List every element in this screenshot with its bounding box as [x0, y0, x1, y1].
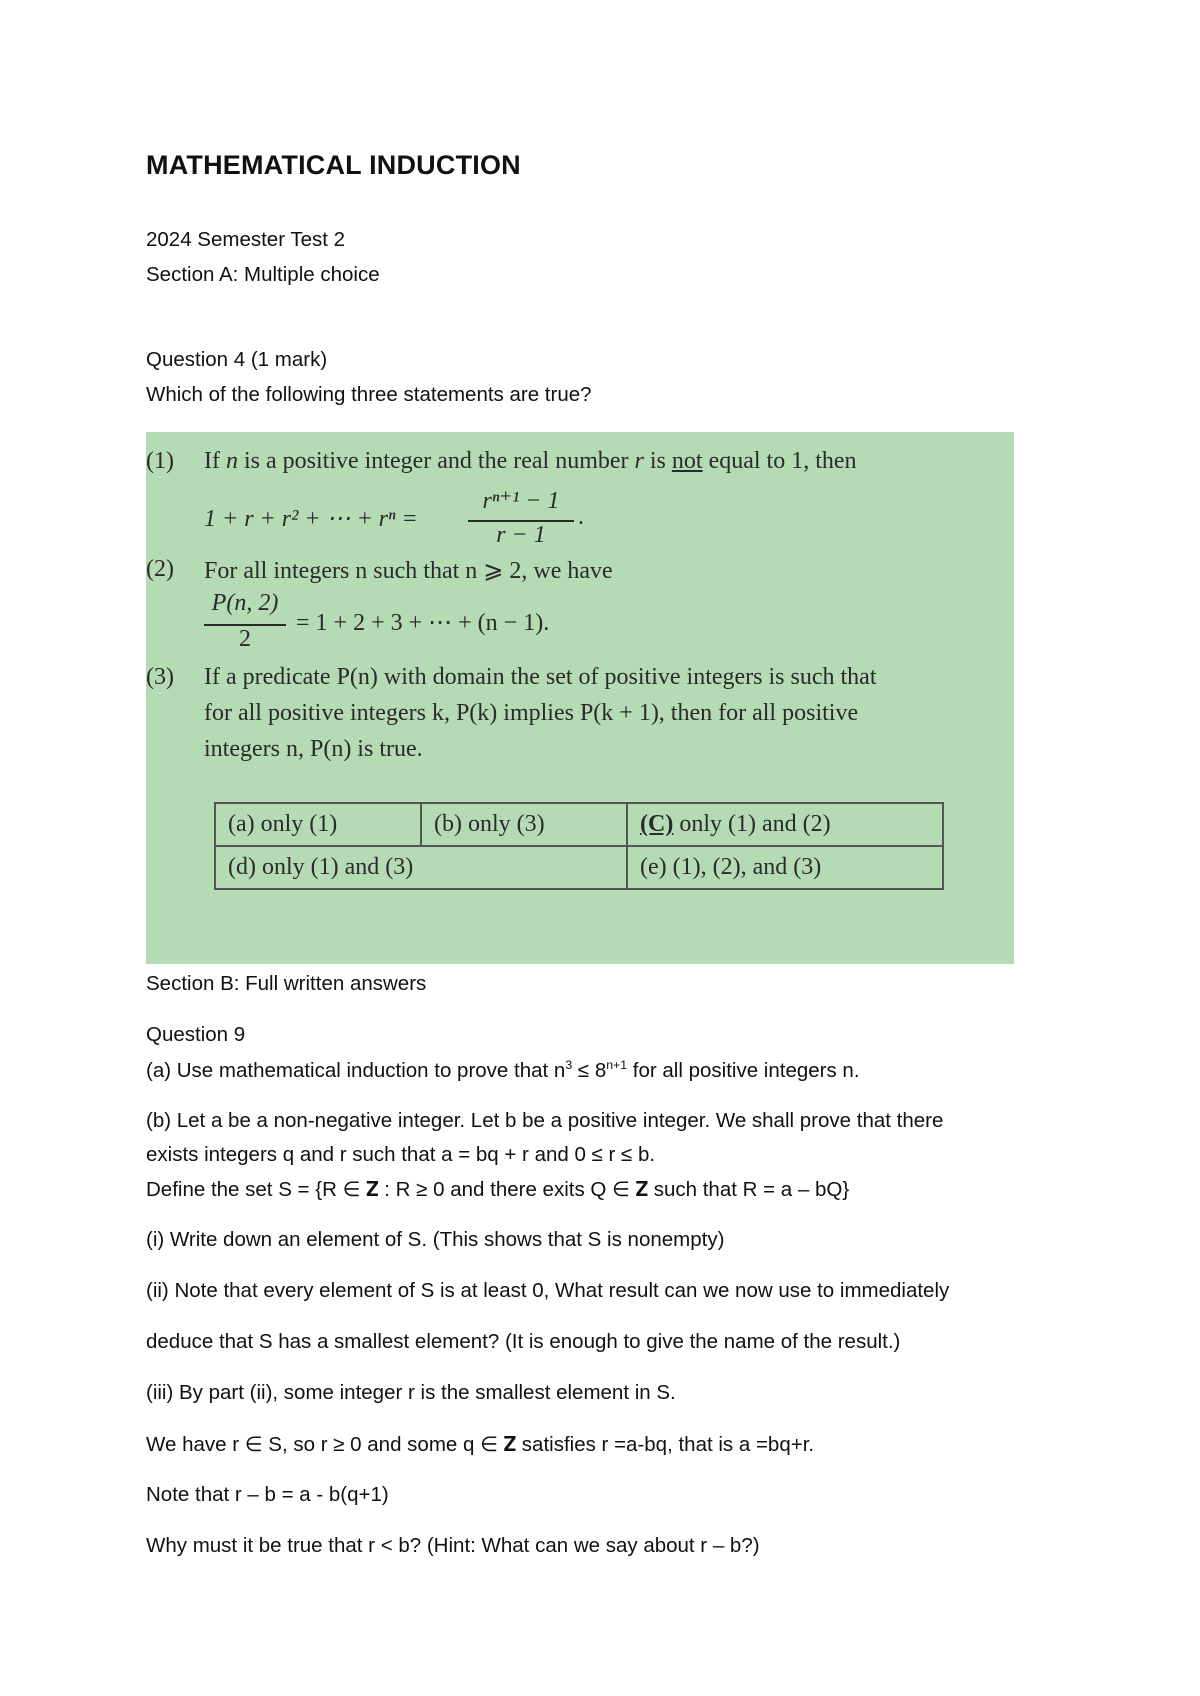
question-9b-iii-line-1: (iii) By part (ii), some integer r is the smallest element in S. — [146, 1381, 676, 1404]
question-9b-line-2: exists integers q and r such that a = bq + r and 0 ≤ r ≤ b. — [146, 1143, 656, 1166]
question-9-heading: Question 9 — [146, 1023, 246, 1046]
statement-3-line-2: for all positive integers k, P(k) implies P(k + 1), then for all positive — [204, 700, 859, 726]
statement-1-end: . — [578, 504, 584, 530]
test-subtitle: 2024 Semester Test 2 — [146, 228, 346, 251]
question-9b-ii-line-1: (ii) Note that every element of S is at least 0, What result can we now use to immediately — [146, 1279, 950, 1302]
question-4-prompt: Which of the following three statements are true? — [146, 383, 592, 406]
question-4-image — [146, 432, 1014, 964]
statement-1-text: If n is a positive integer and the real number r is not equal to 1, then — [204, 448, 857, 474]
option-b: (b) only (3) — [421, 803, 627, 846]
statement-2-rhs: = 1 + 2 + 3 + ⋯ + (n − 1). — [296, 610, 550, 636]
question-4-heading: Question 4 (1 mark) — [146, 348, 328, 371]
page-title: MATHEMATICAL INDUCTION — [146, 150, 521, 180]
question-9b-line-3: Define the set S = {R ∈ 𝐙 : R ≥ 0 and there exits Q ∈ 𝐙 such that R = a – bQ} — [146, 1178, 850, 1201]
question-9a: (a) Use mathematical induction to prove that $n^3 \le 8^{n+1}$ for all positive integers n. — [146, 1058, 860, 1082]
question-9b-iii-line-2: We have r ∈ S, so r ≥ 0 and some q ∈ 𝐙 satisfies r =a-bq, that is a =bq+r. — [146, 1433, 815, 1456]
statement-2-fraction-denominator: 2 — [239, 626, 251, 652]
option-c: (C) only (1) and (2) — [627, 803, 943, 846]
statement-1-lhs: 1 + r + r² + ⋯ + rⁿ = — [204, 506, 418, 532]
section-a-heading: Section A: Multiple choice — [146, 263, 380, 286]
option-d: (d) only (1) and (3) — [215, 846, 627, 889]
option-a: (a) only (1) — [215, 803, 421, 846]
option-e: (e) (1), (2), and (3) — [627, 846, 943, 889]
statement-1-fraction-denominator: r − 1 — [496, 522, 546, 548]
statement-2-fraction-numerator: P(n, 2) — [211, 590, 279, 616]
section-b-heading: Section B: Full written answers — [146, 972, 427, 995]
question-9b-i: (i) Write down an element of S. (This shows that S is nonempty) — [146, 1228, 725, 1251]
question-9b-line-1: (b) Let a be a non-negative integer. Let b be a positive integer. We shall prove that there — [146, 1109, 944, 1132]
question-9b-iii-line-4: Why must it be true that r < b? (Hint: What can we say about r – b?) — [146, 1534, 760, 1557]
statement-2-number: (2) — [146, 556, 174, 582]
answer-options-table — [214, 802, 944, 890]
statement-3-number: (3) — [146, 664, 174, 690]
question-9b-ii-line-2: deduce that S has a smallest element? (It is enough to give the name of the result.) — [146, 1330, 901, 1353]
statement-1-number: (1) — [146, 448, 174, 474]
statement-1-fraction-numerator: rⁿ⁺¹ − 1 — [482, 488, 560, 514]
question-9b-iii-line-3: Note that r – b = a - b(q+1) — [146, 1483, 389, 1506]
statement-3-line-3: integers n, P(n) is true. — [204, 736, 423, 762]
statement-3-line-1: If a predicate P(n) with domain the set of positive integers is such that — [204, 664, 877, 690]
statement-2-text: For all integers n such that n ⩾ 2, we have — [204, 558, 613, 584]
